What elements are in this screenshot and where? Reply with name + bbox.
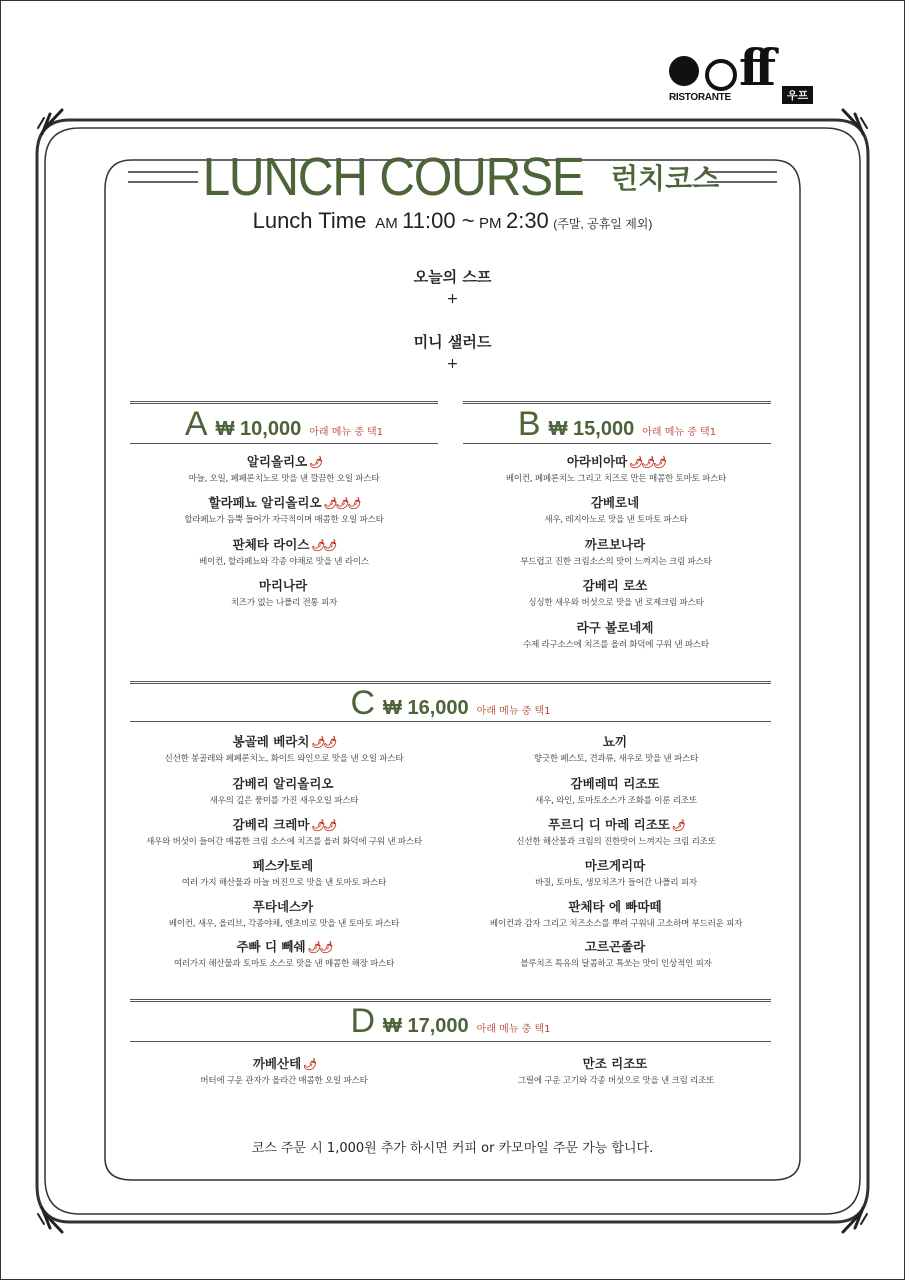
section-letter: B bbox=[517, 405, 541, 443]
item-desc: 새우, 와인, 토마토소스가 조화를 이룬 리조또 bbox=[535, 796, 697, 806]
lunch-time-note: (주말, 공휴일 제외) bbox=[553, 217, 653, 231]
footer-note: 코스 주문 시 1,000원 추가 하시면 커피 or 카모마일 주문 가능 합니다. bbox=[251, 1141, 654, 1156]
item-desc: 마늘, 오일, 페페론치노로 맛을 낸 깔끔한 오일 파스타 bbox=[188, 474, 380, 484]
chili-icon: 🌶🌶 bbox=[311, 819, 336, 832]
menu-item bbox=[104, 535, 464, 567]
item-name: 푸타네스카 bbox=[252, 899, 314, 914]
menu-item bbox=[436, 856, 796, 888]
logo-ring-icon bbox=[705, 59, 737, 91]
item-name: 마르게리따 bbox=[584, 858, 646, 873]
menu-item bbox=[436, 1054, 796, 1086]
menu-item bbox=[436, 535, 796, 567]
item-name: 알리올리오 bbox=[246, 454, 308, 469]
item-desc: 블루치즈 특유의 달콤하고 톡쏘는 맛이 인상적인 피자 bbox=[520, 959, 712, 969]
chili-icon: 🌶🌶 bbox=[311, 736, 336, 749]
menu-item bbox=[436, 493, 796, 525]
chili-icon: 🌶🌶🌶 bbox=[323, 497, 360, 510]
start-time: 11:00 ~ bbox=[402, 208, 475, 233]
item-desc: 그릴에 구운 고기와 각종 버섯으로 맛을 낸 크림 리조또 bbox=[517, 1076, 715, 1086]
item-name: 푸르디 디 마레 리조또 bbox=[548, 817, 670, 832]
section-d-line bbox=[130, 1041, 771, 1042]
item-desc: 신선한 해산물과 크림의 진한맛이 느껴지는 크림 리조또 bbox=[516, 837, 716, 847]
menu-item bbox=[436, 937, 796, 969]
chili-icon: 🌶 bbox=[309, 456, 322, 469]
item-name: 감베로네 bbox=[590, 495, 640, 510]
section-price: ₩ 10,000 bbox=[215, 418, 302, 440]
item-name: 할라페뇨 알리올리오 bbox=[208, 495, 322, 510]
basic-plus: + bbox=[446, 291, 459, 307]
item-name: 마리나라 bbox=[258, 578, 308, 593]
section-c-header bbox=[130, 684, 771, 723]
end-time: 2:30 bbox=[505, 208, 549, 233]
item-desc: 여러 가지 해산물과 마늘 버진으로 맛을 낸 토마토 파스타 bbox=[181, 878, 387, 888]
item-desc: 새우의 깊은 풍미를 가진 새우오일 파스타 bbox=[209, 796, 359, 806]
menu-item bbox=[436, 576, 796, 608]
chili-icon: 🌶 bbox=[671, 819, 684, 832]
chili-icon: 🌶 bbox=[303, 1058, 316, 1071]
section-a-rule bbox=[130, 401, 438, 404]
item-desc: 베이컨, 페페론치노 그리고 치즈로 만든 매콤한 토마토 파스타 bbox=[505, 474, 727, 484]
pm-label: PM bbox=[479, 215, 502, 232]
logo-pizza-icon bbox=[669, 56, 699, 86]
title-row bbox=[0, 146, 905, 210]
item-desc: 수제 라구소스에 치즈를 올려 화덕에 구워 낸 파스타 bbox=[523, 640, 709, 650]
lunch-time bbox=[0, 208, 905, 234]
item-desc: 신선한 봉골레와 페페론치노, 화이트 와인으로 맛을 낸 오일 파스타 bbox=[164, 754, 404, 764]
section-letter: A bbox=[184, 405, 208, 443]
basic-name: 미니 샐러드 bbox=[413, 333, 492, 351]
item-desc: 베이컨, 할라페뇨와 각종 야채로 맛을 낸 라이스 bbox=[199, 557, 369, 567]
section-note: 아래 메뉴 중 택1 bbox=[642, 427, 717, 438]
item-desc: 베이컨, 새우, 올리브, 각종야채, 엔초비로 맛을 낸 토마토 파스타 bbox=[168, 919, 400, 929]
item-name: 까르보나라 bbox=[584, 537, 646, 552]
basic-salad bbox=[0, 331, 905, 372]
section-price: ₩ 17,000 bbox=[383, 1015, 469, 1037]
basic-plus: + bbox=[446, 356, 459, 372]
section-note: 아래 메뉴 중 택1 bbox=[476, 706, 551, 717]
item-desc: 향긋한 페스토, 견과류, 새우로 맛을 낸 파스타 bbox=[533, 754, 699, 764]
item-name: 주빠 디 뻬쉐 bbox=[236, 939, 306, 954]
restaurant-logo bbox=[667, 38, 817, 107]
item-name: 뇨끼 bbox=[602, 734, 628, 749]
section-letter: D bbox=[350, 1002, 376, 1040]
section-note: 아래 메뉴 중 택1 bbox=[476, 1024, 551, 1035]
section-a-header bbox=[130, 405, 438, 444]
menu-item bbox=[104, 815, 464, 847]
menu-item bbox=[104, 856, 464, 888]
item-desc: 여러가지 해산물과 토마토 소스로 맛을 낸 매콤한 해장 파스타 bbox=[173, 959, 395, 969]
basic-name: 오늘의 스프 bbox=[413, 268, 492, 286]
menu-item bbox=[104, 576, 464, 608]
item-desc: 할라페뇨가 듬뿍 들어가 자극적이며 매콤한 오일 파스타 bbox=[184, 515, 384, 525]
page-title-kr: 런치코스 bbox=[610, 162, 720, 195]
menu-item bbox=[104, 493, 464, 525]
item-desc: 부드럽고 진한 크림소스의 맛이 느껴지는 크림 파스타 bbox=[520, 557, 712, 567]
item-name: 페스카토레 bbox=[252, 858, 314, 873]
lunch-time-label: Lunch Time bbox=[252, 208, 367, 233]
menu-item bbox=[104, 732, 464, 764]
section-letter: C bbox=[350, 684, 376, 722]
section-d-header bbox=[130, 1002, 771, 1041]
basic-soup bbox=[0, 266, 905, 307]
menu-item bbox=[104, 897, 464, 929]
menu-item bbox=[436, 815, 796, 847]
menu-item bbox=[436, 897, 796, 929]
section-a-line bbox=[130, 443, 438, 444]
section-note: 아래 메뉴 중 택1 bbox=[309, 427, 384, 438]
item-name: 고르곤졸라 bbox=[584, 939, 646, 954]
item-name: 까베산테 bbox=[252, 1056, 302, 1071]
menu-item bbox=[436, 452, 796, 484]
item-name: 봉골레 베라치 bbox=[232, 734, 310, 749]
section-b-rule bbox=[463, 401, 771, 404]
item-name: 만조 리조또 bbox=[582, 1056, 648, 1071]
section-price: ₩ 15,000 bbox=[548, 418, 635, 440]
item-name: 판체타 에 빠따떼 bbox=[568, 899, 662, 914]
item-desc: 베이컨과 감자 그리고 치즈소스를 뿌려 구워내 고소하며 부드러운 피자 bbox=[489, 919, 743, 929]
logo-badge: 우프 bbox=[782, 86, 813, 104]
chili-icon: 🌶🌶🌶 bbox=[629, 456, 666, 469]
logo-wordmark: ff bbox=[739, 38, 771, 97]
am-label: AM bbox=[375, 215, 398, 232]
item-name: 감베리 알리올리오 bbox=[232, 776, 334, 791]
item-desc: 버터에 구운 관자가 올라간 매콤한 오일 파스타 bbox=[200, 1076, 368, 1086]
menu-item bbox=[104, 1054, 464, 1086]
menu-item bbox=[436, 732, 796, 764]
section-b-header bbox=[463, 405, 771, 444]
page-title: LUNCH COURSE bbox=[202, 147, 584, 207]
section-b-line bbox=[463, 443, 771, 444]
menu-item bbox=[104, 774, 464, 806]
section-price: ₩ 16,000 bbox=[383, 697, 469, 719]
item-name: 감베리 로쏘 bbox=[582, 578, 648, 593]
logo-subtitle: RISTORANTE bbox=[669, 92, 731, 103]
chili-icon: 🌶🌶 bbox=[311, 539, 336, 552]
item-desc: 바질, 토마토, 생모치즈가 들어간 나폴리 피자 bbox=[535, 878, 697, 888]
item-name: 감베리 크레마 bbox=[232, 817, 310, 832]
item-desc: 새우, 레지아노로 맛을 낸 토마토 파스타 bbox=[544, 515, 688, 525]
item-name: 라구 볼로네제 bbox=[576, 620, 654, 635]
item-desc: 싱싱한 새우와 버섯으로 맛을 낸 로제크림 파스타 bbox=[528, 598, 704, 608]
item-name: 아라비아따 bbox=[566, 454, 628, 469]
menu-item bbox=[104, 452, 464, 484]
menu-item bbox=[436, 774, 796, 806]
chili-icon: 🌶🌶 bbox=[307, 941, 332, 954]
item-name: 판체타 라이스 bbox=[232, 537, 310, 552]
section-c-line bbox=[130, 721, 771, 722]
item-desc: 치즈가 없는 나폴리 전통 피자 bbox=[230, 598, 338, 608]
item-name: 감베레띠 리조또 bbox=[570, 776, 660, 791]
menu-item bbox=[436, 618, 796, 650]
item-desc: 새우와 버섯이 들어간 매콤한 크림 소스에 치즈를 올려 화덕에 구워 낸 파스타 bbox=[146, 837, 422, 847]
menu-item bbox=[104, 937, 464, 969]
